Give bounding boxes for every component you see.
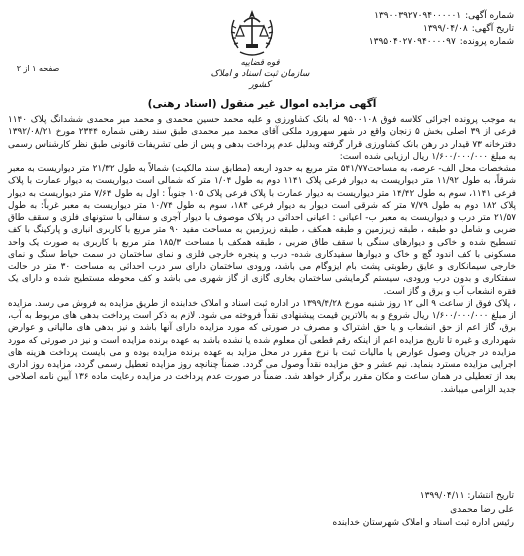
publish-date-value: ۱۳۹۹/۰۴/۱۱	[419, 491, 465, 501]
organization-name	[200, 58, 320, 91]
publish-date-row	[254, 490, 514, 504]
ad-date-row	[314, 23, 514, 36]
signature-block	[254, 490, 514, 531]
organization-line-1: قوه قضاییه	[240, 58, 280, 68]
ad-date-value: ۱۳۹۹/۰۴/۰۸	[423, 24, 468, 34]
paragraph-auction-terms: ، پلاک فوق از ساعت ۹ الی ۱۲ روز شنبه مورخ ۱۳۹۹/۴/۲۸ در اداره ثبت اسناد و املاک خدابنده از طریق مزایده به فروش می رسد. مزایده از مبلغ ۱/۶۰۰/۰۰۰/۰۰۰ ریال شروع و به بالاترین قیمت پیشنهادی نقداً فروخته می شود. لازم به ذکر است پرداخت بدهی های مربوط به آب، برق، گاز اعم از حق انشعاب و یا حق اشتراک و مصرف در صورتی که مورد مزایده دارای آنها باشد و نیز بدهی های مالیاتی و عوارض شهرداری و غیره تا تاریخ مزایده اعم از اینکه رقم قطعی آن معلوم شده یا نشده باشد به عهده برنده مزایده است و نیز در صورتی که مورد مزایده در جریان وصول عوارض یا مالیات ثبت با نرخ مقرر در محل مزاید به عهده برنده مزایده بوده و می بایست پرداخت هزینه های اجرایی مزایده مسترد بنماید. نیم عشر و حق مزایده نقداً وصول می گردد. ضمناً چنانچه روز مزایده تعطیل رسمی گردد، مزایده روز اداری بعد از تعطیلی در همان ساعت و مکان مقرر برگزار خواهد شد. ضمناً در صورت عدم پرداخت در مزایده رعایت ماده ۱۳۶ آیین نامه اصلاحی جدید الزامی میباشد.	[8, 298, 517, 395]
case-number-row	[314, 36, 514, 49]
ad-number-value: ۱۳۹۰۰۳۹۲۷۰۹۴۰۰۰۰۰۱	[374, 11, 462, 21]
judiciary-emblem-icon	[222, 4, 282, 60]
signer-name: علی رضا محمدی	[450, 504, 514, 515]
page-counter: صفحه ۱ از ۲	[16, 64, 60, 73]
document-title: آگهی مزایده اموال غیر منقول (اسناد رهنی)	[147, 98, 377, 110]
paragraph-property-details: مشخصات محل الف- عرصه، به مساحت۵۴۱/۷۷ متر مربع به حدود اربعه (مطابق سند مالکیت) شمالاً به طول ۲۱/۳۲ متر دیواریست به معبر شرقاً، به طول ۱۱/۹۲ متر دیواریست به دیوار فرعی پلاک ۱۱۴۱ دوم به طول ۱/۰۴ متر که شمالی است دیواریست به دیوار عمارت با پلاک فرعی ۱۱۴۱، سوم به طول ۱۴/۴۲ متر دیواریست به دیوار عمارت با پلاک فرعی پلاک ۱۰۵ جنوباً : اول به طول ۷/۶۴ متر دیواریست به دیوار پلاک ۱۸۲ دوم به طول ۷/۷۹ متر که شرقی است دیوار به دیوار فرعی ۱۸۴، سوم به طول ۱۰/۷۴ متر دیواریست به معبر غرباً: به طول ۲۱/۵۷ متر درب و دیواریست به معبر ب- اعیانی : اعیانی احداثی در پلاک موصوف با دیوار آجری و سفالی با ستونهای فلزی و سقف طاق ضربی و شامل دو طبقه ، طبقه زیرزمین و طبقه همکف ، طبقه زیرزمین به مساحت مفید ۹۰ متر مربع با کاربری انباری و پارکینگ با کف تسطیح شده و خاکی و دیوارهای سنگی با سقف طاق ضربی ، طبقه همکف با مساحت ۱۸۵/۳ متر مربع با کاربری به صورت یک واحد مسکونی با کف اندود گچ و خاک و دیوارها سفیدکاری شده- درب و پنجره خارجی فلزی و نمای ساختمان در سمت حیاط سنگ و نمای خارجی سیمانکاری و عایق رطوبتی پشت بام ایزوگام می باشد، ورودی ساختمان دارای سر درب احداثی به مساحت ۳۰ متر در حالت سفتکاری و بدون درب ورودی، سیستم گرمایشی ساختمان بخاری گازی از گاز شهری می باشد و کف محوطه مستطیح شده و دارای یک فقره انشعاب آب و برق و گاز است.	[8, 164, 517, 297]
document-body	[8, 114, 516, 396]
ad-number-label: شماره آگهی:	[465, 11, 514, 21]
header-info	[314, 10, 514, 49]
organization-line-2: سازمان ثبت اسناد و املاک کشور	[210, 69, 310, 90]
ad-number-row	[314, 10, 514, 23]
publish-date-label: تاریخ انتشار:	[467, 491, 514, 501]
case-number-label: شماره پرونده:	[459, 37, 514, 47]
ad-date-label: تاریخ آگهی:	[471, 24, 514, 34]
signer-title: رئیس اداره ثبت اسناد و املاک شهرستان خدابنده	[332, 518, 514, 528]
paragraph-intro: به موجب پرونده اجرائی کلاسه فوق ۹۵۰۰۱۰۸ له بانک کشاورزی و علیه محمد حسین محمدی و محمد میر محمدی ششدانگ پلاک ۱۱۴۰ فرعی از ۳۹ اصلی بخش ۵ زنجان واقع در شهر سهرورد ملکی آقای محمد میر محمدی طبق سند رهنی شماره ۲۳۴۴ مورخ ۱۳۹۲/۰۸/۲۱ دفترخانه ۷۳ قیدار در رهن بانک کشاورزی قرار گرفته وبدلیل عدم پرداخت بدهی و پس از طی تشریفات قانونی طبق نظر کارشناس رسمی به مبلغ ۱/۶۰۰/۰۰۰/۰۰۰ ریال ارزیابی شده است:	[8, 115, 516, 162]
case-number-value: ۱۳۹۵۰۴۰۲۷۰۹۴۰۰۰۰۹۷	[368, 37, 456, 47]
